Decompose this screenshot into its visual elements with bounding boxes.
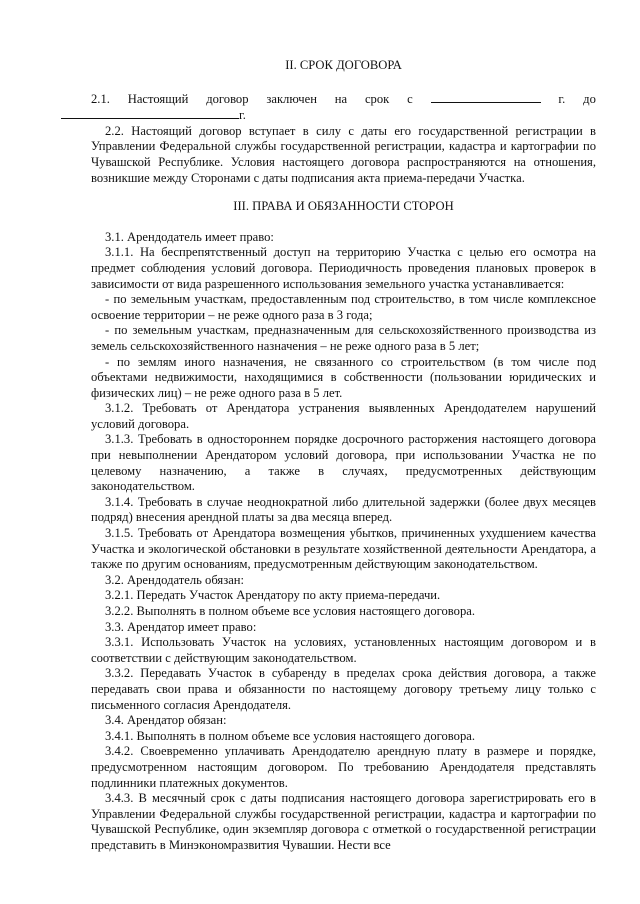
paragraph: 3.2.1. Передать Участок Арендатору по акту приема-передачи. bbox=[105, 588, 441, 603]
p21-tail: г. bbox=[239, 108, 246, 123]
paragraph: - по земельным участкам, предоставленным под строительство, в том числе комплексное освоение территории – не реже одного раза в 3 года; bbox=[91, 292, 596, 322]
paragraph: - по землям иного назначения, не связанного со строительством (в том числе под объектами недвижимости, находящимися в собственности (пользовании юридических и физических лиц) – не реже одного раза в 5 лет. bbox=[91, 354, 596, 400]
p21-word: заключен bbox=[266, 91, 317, 106]
paragraph-2-1-line2 bbox=[61, 107, 596, 124]
section-3-title: III. ПРАВА И ОБЯЗАННОСТИ СТОРОН bbox=[233, 199, 454, 214]
paragraph: 3.4.2. Своевременно уплачивать Арендодателю арендную плату в размере и порядке, предусмотренном настоящим договором. По требованию Арендодателя представлять подлинники платежных документов. bbox=[91, 744, 596, 790]
paragraph: 3.2. Арендодатель обязан: bbox=[105, 572, 245, 587]
paragraph: 3.1.4. Требовать в случае неоднократной либо длительной задержки (более двух месяцев подряд) внесения арендной платы за два месяца вперед. bbox=[91, 494, 596, 525]
p21-word: с bbox=[407, 91, 413, 106]
p21-word: г. bbox=[558, 91, 566, 106]
p21-word: на bbox=[334, 91, 348, 106]
paragraph-2-2: 2.2. Настоящий договор вступает в силу с даты его государственной регистрации в Управлении Федеральной службы государственной регистрации, кадастра и картографии по Чувашской Республике. Условия настоящего договора распространяются на отношения, возникшие между Сторонами с даты подписания акта приема-передачи Участка. bbox=[91, 123, 596, 185]
p21-word: 2.1. bbox=[91, 91, 110, 106]
paragraph: 3.1.5. Требовать от Арендатора возмещения убытков, причиненных ухудшением качества Участка и экологической обстановки в результате хозяйственной деятельности Арендатора, а также по другим основаниям, предусмотренным действующим законодательством. bbox=[91, 526, 596, 572]
paragraph: 3.1.3. Требовать в одностороннем порядке досрочного расторжения настоящего договора при невыполнении Арендатором условий договора, при использовании Участка не по целевому назначению, а также в случаях, предусмотренных действующим законодательством. bbox=[91, 432, 596, 494]
paragraph: 3.4.3. В месячный срок с даты подписания настоящего договора зарегистрировать его в Управлении Федеральной службы государственной регистрации, кадастра и картографии по Чувашской Республике, один экземпляр договора с отметкой о государственной регистрации представить в Минэкономразвития Чувашии. Нести все bbox=[91, 791, 596, 852]
paragraph: 3.2.2. Выполнять в полном объеме все условия настоящего договора. bbox=[105, 604, 475, 618]
paragraph: 3.4. Арендатор обязан: bbox=[105, 713, 227, 728]
paragraph: 3.4.1. Выполнять в полном объеме все условия настоящего договора. bbox=[105, 728, 475, 743]
end-date-blank bbox=[61, 107, 239, 119]
paragraph: 3.3.2. Передавать Участок в субаренду в пределах срока действия договора, а также передавать свои права и обязанности по настоящему договору третьему лицу только с письменного согласия Арендодателя. bbox=[91, 666, 596, 712]
p21-word: договор bbox=[206, 91, 249, 106]
section-3-body bbox=[91, 230, 596, 854]
paragraph: 3.1.2. Требовать от Арендатора устранения выявленных Арендодателем нарушений условий договора. bbox=[91, 401, 596, 431]
paragraph: 3.3.1. Использовать Участок на условиях, установленных настоящим договором и в соответствии с действующим законодательством. bbox=[91, 635, 596, 665]
p21-word: срок bbox=[364, 91, 390, 106]
p21-word: до bbox=[583, 91, 596, 106]
paragraph: 3.1.1. На беспрепятственный доступ на территорию Участка с целью его осмотра на предмет соблюдения условий договора. Периодичность проведения плановых проверок в зависимости от вида разрешенного использования земельного участка устанавливается: bbox=[91, 245, 596, 291]
start-date-blank bbox=[431, 91, 541, 103]
paragraph-2-1-line1 bbox=[91, 91, 596, 108]
paragraph: 3.3. Арендатор имеет право: bbox=[105, 619, 257, 634]
section-2-title: II. СРОК ДОГОВОРА bbox=[285, 58, 402, 72]
paragraph: 3.1. Арендодатель имеет право: bbox=[105, 229, 274, 244]
p21-word: Настоящий bbox=[127, 91, 189, 106]
paragraph: - по земельным участкам, предназначенным для сельскохозяйственного производства из земель сельскохозяйственного назначения – не реже одного раза в 5 лет; bbox=[91, 323, 596, 353]
